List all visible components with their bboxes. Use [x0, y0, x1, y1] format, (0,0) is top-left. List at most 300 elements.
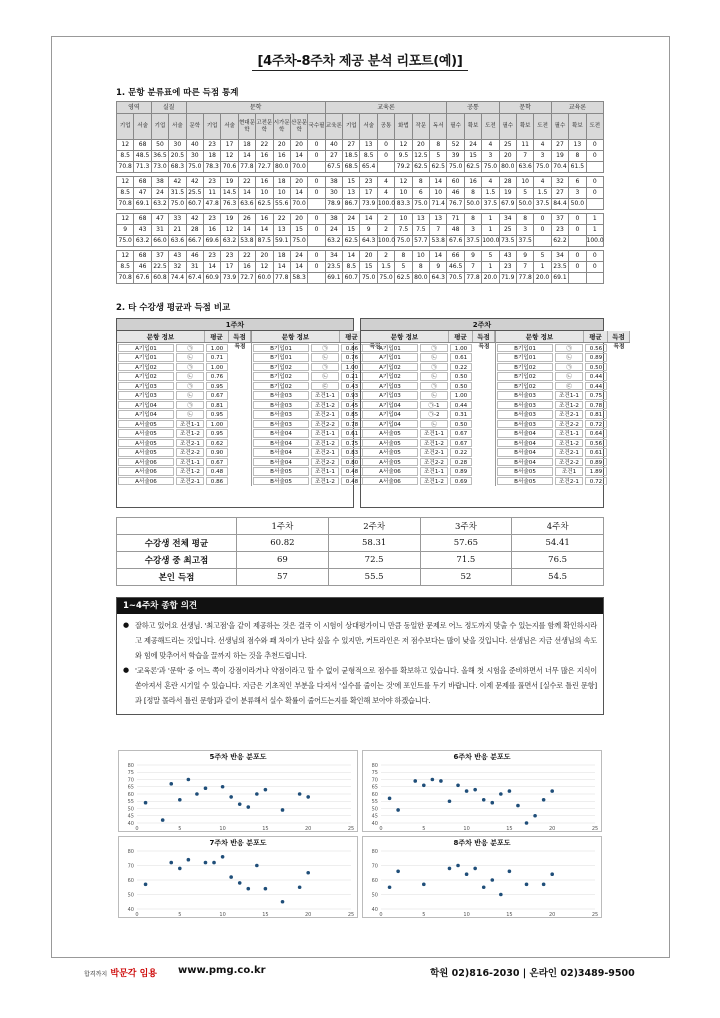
compare-cell: 0.90 — [206, 448, 228, 457]
table1-cell: 24 — [325, 225, 342, 236]
summary-week-header: 3주차 — [420, 518, 512, 535]
score-mark — [473, 476, 495, 486]
compare-cell: 0.31 — [450, 410, 472, 419]
table1-cell: 12 — [221, 225, 238, 236]
table1-cell: 16 — [256, 214, 273, 225]
score-mark — [608, 429, 630, 439]
compare-cell: B기입01 — [253, 344, 309, 353]
table1-cell: 74.4 — [169, 273, 186, 284]
table1-cell — [569, 236, 586, 247]
table1-cell: 71.3 — [134, 162, 151, 173]
compare-cell: 조건1-2 — [420, 439, 448, 448]
compare-cell: ㉡ — [555, 372, 583, 381]
table1-cell: 16 — [464, 177, 481, 188]
scatter-point — [246, 805, 250, 809]
summary-value: 60.82 — [237, 535, 329, 552]
table1-cell: 62.2 — [551, 236, 568, 247]
table1-cell: 10 — [430, 188, 447, 199]
table1-cell: 23.5 — [551, 262, 568, 273]
compare-cell: ㉡ — [420, 420, 448, 429]
table1-cell: 12 — [117, 177, 134, 188]
scatter-point — [187, 858, 191, 862]
x-tick-label: 10 — [463, 826, 470, 832]
score-mark — [229, 429, 251, 439]
compare-cell: A기입03 — [118, 382, 174, 391]
scatter-point — [221, 785, 225, 789]
compare-cell: 0.56 — [585, 439, 607, 448]
score-mark — [229, 353, 251, 363]
table1-column-header: 산문문학 — [290, 114, 307, 140]
table1-cell: 32 — [551, 177, 568, 188]
table1-row — [117, 225, 604, 236]
compare-cell: 조건2-2 — [555, 420, 583, 429]
compare-cell: 조건1-1 — [176, 420, 204, 429]
y-tick-label: 65 — [371, 784, 378, 791]
table1-cell: 84.4 — [551, 199, 568, 210]
compare-row — [117, 362, 251, 372]
table1-cell: 0 — [569, 225, 586, 236]
table1-cell: 78.3 — [203, 162, 220, 173]
compare-block — [117, 331, 252, 486]
y-tick-label: 50 — [371, 806, 378, 813]
compare-row — [496, 429, 630, 439]
table1-cell: 23 — [203, 251, 220, 262]
y-tick-label: 50 — [127, 806, 134, 813]
table1-cell: 0 — [586, 251, 603, 262]
table1-cell: 9 — [117, 225, 134, 236]
table1-cell: 32 — [169, 262, 186, 273]
table1-cell: 8 — [395, 251, 412, 262]
table1-cell: 20 — [360, 251, 377, 262]
score-mark — [473, 467, 495, 477]
compare-cell: A기입01 — [362, 353, 418, 362]
footer-url[interactable]: www.pmg.co.kr — [178, 965, 266, 976]
footer-brand: 합격까지 박문각 임용 — [84, 969, 157, 979]
table1-cell: 9 — [430, 262, 447, 273]
compare-cell: B서술03 — [253, 391, 309, 400]
table1-cell: 70.4 — [551, 162, 568, 173]
footer-contact: 학원 02)816-2030 | 온라인 02)3489-9500 — [430, 968, 635, 979]
table1-cell: 75.0 — [377, 273, 394, 284]
table1-cell: 68 — [134, 251, 151, 262]
compare-cell: A기입01 — [118, 353, 174, 362]
x-tick-label: 10 — [219, 826, 226, 832]
compare-cell: A기입04 — [362, 401, 418, 410]
table1-cell: 60.0 — [256, 273, 273, 284]
table1-column-header: 필수 — [499, 114, 516, 140]
compare-cell: B서술03 — [497, 410, 553, 419]
table1-cell: 4 — [377, 177, 394, 188]
table1-cell: 13 — [430, 214, 447, 225]
compare-cell: 0.83 — [341, 448, 363, 457]
compare-row — [361, 476, 495, 486]
table1-cell: 75.0 — [290, 236, 307, 247]
compare-cell: A기입02 — [118, 363, 174, 372]
compare-cell: B기입01 — [253, 353, 309, 362]
score-mark — [229, 391, 251, 401]
y-tick-label: 60 — [371, 791, 378, 798]
compare-cell: 1.00 — [450, 391, 472, 400]
score-mark — [608, 467, 630, 477]
table1-cell: 100.0 — [586, 236, 603, 247]
compare-row — [496, 353, 630, 363]
compare-cell: 0.78 — [585, 401, 607, 410]
compare-cell: 0.61 — [341, 429, 363, 438]
table1-group-header: 교육론 — [325, 102, 447, 114]
y-tick-label: 40 — [371, 906, 378, 913]
summary-value: 57.65 — [420, 535, 512, 552]
compare-cell: B서술04 — [497, 448, 553, 457]
table1-cell: 60.8 — [151, 273, 168, 284]
compare-cell: 조건1-1 — [311, 429, 339, 438]
table1-cell: 5 — [482, 251, 499, 262]
compare-cell: ㉠ — [420, 344, 448, 353]
compare-cell: 조건2-2 — [555, 458, 583, 467]
compare-row — [117, 391, 251, 401]
compare-row — [496, 410, 630, 420]
table1-cell: 65.4 — [360, 162, 377, 173]
compare-cell: 0.61 — [585, 448, 607, 457]
table1-cell: 75.0 — [412, 199, 429, 210]
table1-cell: 75.0 — [482, 162, 499, 173]
compare-cell: 0.76 — [206, 372, 228, 381]
y-tick-label: 40 — [127, 820, 134, 827]
compare-cell: 0.78 — [341, 420, 363, 429]
table1-cell: 75.0 — [117, 236, 134, 247]
scatter-point — [448, 799, 452, 803]
y-tick-label: 75 — [371, 770, 378, 777]
compare-cell: 조건1-1 — [420, 429, 448, 438]
y-tick-label: 70 — [127, 777, 134, 784]
table1-cell: 20 — [273, 140, 290, 151]
compare-cell: ㉡ — [176, 391, 204, 400]
table1-cell: 0 — [534, 214, 551, 225]
score-mark — [608, 419, 630, 429]
table1-cell: 77.8 — [238, 162, 255, 173]
table1-cell: 1.5 — [482, 188, 499, 199]
table1-column-header: 기업 — [203, 114, 220, 140]
table1-cell: 53.8 — [238, 236, 255, 247]
score-mark — [473, 419, 495, 429]
table1-cell: 50.0 — [464, 199, 481, 210]
compare-block — [361, 331, 496, 486]
table1-cell: 46 — [447, 188, 464, 199]
compare-cell: 조건1-2 — [311, 477, 339, 486]
score-mark: 득점 — [613, 344, 625, 350]
table1-cell: 16 — [256, 151, 273, 162]
compare-cell: ㉢ — [555, 382, 583, 391]
table1-cell: 87.5 — [256, 236, 273, 247]
overall-opinion-box — [116, 597, 604, 715]
table1-cell: 47 — [151, 214, 168, 225]
compare-row — [496, 391, 630, 401]
compare-cell: ㉠ — [420, 382, 448, 391]
table1-cell: 67.4 — [186, 273, 203, 284]
table1-cell: 52 — [447, 140, 464, 151]
compare-cell: 0.50 — [450, 420, 472, 429]
table1-cell: 20 — [499, 151, 516, 162]
compare-row — [496, 457, 630, 467]
compare-cell: ㉡ — [420, 372, 448, 381]
week2-header: 2주차 — [361, 319, 603, 331]
scatter-point — [178, 867, 182, 871]
compare-cell: B서술04 — [253, 429, 309, 438]
table1-cell — [308, 199, 325, 210]
table1-cell: 72.7 — [256, 162, 273, 173]
table1-row — [117, 151, 604, 162]
table1-cell: 19 — [221, 214, 238, 225]
table1-cell: 9.5 — [395, 151, 412, 162]
table1-row — [117, 251, 604, 262]
table1-column-header: 독서 — [430, 114, 447, 140]
compare-cell: 0.85 — [341, 410, 363, 419]
table1-cell: 34 — [325, 251, 342, 262]
compare-cell: 조건2-2 — [311, 420, 339, 429]
table1-cell: 67.5 — [325, 162, 342, 173]
compare-cell: ㉠ — [555, 363, 583, 372]
compare-cell: 조건2-2 — [176, 448, 204, 457]
y-tick-label: 80 — [371, 762, 378, 769]
compare-cell: 1.00 — [206, 363, 228, 372]
scatter-point — [473, 867, 477, 871]
compare-row — [117, 467, 251, 477]
compare-cell: 0.67 — [450, 429, 472, 438]
summary-week-header: 2주차 — [328, 518, 420, 535]
compare-cell: 0.61 — [450, 353, 472, 362]
y-tick-label: 80 — [371, 848, 378, 855]
scatter-point — [161, 818, 165, 822]
compare-row — [117, 381, 251, 391]
table1-cell: 18 — [273, 251, 290, 262]
table1-row — [117, 199, 604, 210]
compare-row — [117, 438, 251, 448]
x-tick-label: 20 — [305, 826, 312, 832]
scatter-point — [550, 872, 554, 876]
table1-column-header: 국수필 — [308, 114, 325, 140]
table1-row — [117, 273, 604, 284]
table1-cell: 8 — [412, 177, 429, 188]
table1-cell: 70.5 — [447, 273, 464, 284]
table1-cell: 39 — [447, 151, 464, 162]
table1-cell: 23 — [360, 177, 377, 188]
table1-cell: 67.6 — [134, 273, 151, 284]
table1-cell: 19 — [551, 151, 568, 162]
table1-cell: 23 — [551, 225, 568, 236]
table1-cell: 18 — [203, 151, 220, 162]
compare-cell: 조건2-1 — [555, 448, 583, 457]
table1-cell: 63.6 — [516, 162, 533, 173]
scatter-point — [482, 885, 486, 889]
table1-cell: 42 — [169, 177, 186, 188]
y-tick-label: 70 — [371, 777, 378, 784]
table1-cell: 48.5 — [134, 151, 151, 162]
compare-block — [496, 331, 630, 486]
table1-column-header: 필수 — [551, 114, 568, 140]
table1-cell: 13 — [360, 140, 377, 151]
compare-cell: ㉢ — [311, 382, 339, 391]
table1-cell: 14 — [256, 225, 273, 236]
table1-column-header: 기업 — [343, 114, 360, 140]
table1-cell: 58.3 — [290, 273, 307, 284]
compare-cell: 0.44 — [585, 372, 607, 381]
compare-row — [496, 400, 630, 410]
table1-cell: 33 — [169, 214, 186, 225]
table1-cell: 46 — [134, 262, 151, 273]
x-tick-label: 0 — [379, 912, 383, 918]
scatter-point — [388, 797, 392, 801]
table1-cell: 9 — [516, 251, 533, 262]
table1-cell: 60 — [447, 177, 464, 188]
table1-cell: 30 — [325, 188, 342, 199]
summary-value: 52 — [420, 569, 512, 586]
compare-cell: B서술03 — [253, 420, 309, 429]
table1-cell: 13 — [412, 214, 429, 225]
table1-cell: 3 — [516, 225, 533, 236]
table1-cell: 57.7 — [412, 236, 429, 247]
compare-cell: 조건2-1 — [311, 410, 339, 419]
compare-cell: 0.64 — [585, 429, 607, 438]
week8-scatter-chart — [362, 836, 602, 918]
table1-cell: 28 — [499, 177, 516, 188]
compare-cell: ㉡ — [311, 353, 339, 362]
table1-cell: 15 — [360, 262, 377, 273]
compare-cell: A기입03 — [362, 391, 418, 400]
score-mark — [229, 476, 251, 486]
table1-cell: 60.9 — [203, 273, 220, 284]
table1-cell: 63.2 — [221, 236, 238, 247]
x-tick-label: 10 — [463, 912, 470, 918]
table1-cell: 0 — [377, 151, 394, 162]
table1-cell: 0 — [586, 262, 603, 273]
table1-cell: 14 — [238, 225, 255, 236]
compare-cell: ㉠ — [176, 382, 204, 391]
table1-cell: 7 — [464, 262, 481, 273]
compare-row — [496, 381, 630, 391]
compare-cell: B서술05 — [497, 467, 553, 476]
table1-cell: 86.7 — [343, 199, 360, 210]
col-header-avg: 평균 — [584, 331, 608, 342]
scatter-point — [456, 864, 460, 868]
scatter-point — [187, 778, 191, 782]
table1-cell: 10 — [256, 188, 273, 199]
compare-row — [361, 419, 495, 429]
table1-cell: 43 — [169, 251, 186, 262]
table1-cell: 59.1 — [273, 236, 290, 247]
report-title: [4주차-8주차 제공 분석 리포트(예)] — [0, 50, 720, 69]
compare-cell: 0.95 — [206, 382, 228, 391]
table1-cell: 12 — [256, 262, 273, 273]
scatter-point — [465, 789, 469, 793]
table1-cell: 43 — [134, 225, 151, 236]
table1-cell: 8 — [464, 214, 481, 225]
table1-cell: 63.6 — [169, 236, 186, 247]
table1-cell: 10 — [516, 177, 533, 188]
table1-cell: 36.5 — [151, 151, 168, 162]
table1-cell: 34 — [551, 251, 568, 262]
table1-column-header: 필수 — [447, 114, 464, 140]
scatter-point — [508, 789, 512, 793]
compare-cell: B서술04 — [253, 439, 309, 448]
table1-cell — [586, 199, 603, 210]
table1-cell: 75.0 — [169, 199, 186, 210]
scatter-point — [525, 883, 529, 887]
compare-cell: 0.89 — [585, 458, 607, 467]
table1-cell: 8 — [516, 214, 533, 225]
table1-cell: 24 — [464, 140, 481, 151]
compare-cell: B기입02 — [497, 363, 553, 372]
scatter-point — [456, 784, 460, 788]
table1-cell: 40 — [186, 140, 203, 151]
table1-cell: 27 — [551, 140, 568, 151]
score-mark — [473, 362, 495, 372]
table1-cell: 75.0 — [360, 273, 377, 284]
compare-cell: 0.56 — [585, 344, 607, 353]
col-header-avg: 평균 — [340, 331, 364, 342]
scatter-point — [465, 872, 469, 876]
score-mark — [473, 400, 495, 410]
compare-cell: A기입03 — [362, 382, 418, 391]
compare-row — [361, 353, 495, 363]
score-mark — [229, 448, 251, 458]
compare-cell: 0.95 — [206, 410, 228, 419]
table1-cell: 18.5 — [343, 151, 360, 162]
compare-cell: ㉠ — [555, 344, 583, 353]
table1-cell: 23 — [203, 177, 220, 188]
chart-plot — [363, 837, 603, 919]
table1-cell: 60.7 — [343, 273, 360, 284]
scatter-point — [144, 801, 148, 805]
table1-cell: 70.0 — [290, 162, 307, 173]
table1-row — [117, 214, 604, 225]
summary-value: 69 — [237, 552, 329, 569]
compare-cell: 0.71 — [206, 353, 228, 362]
table1-cell: 38 — [151, 177, 168, 188]
table1-cell: 23.5 — [325, 262, 342, 273]
table1-cell: 77.8 — [464, 273, 481, 284]
table1-cell: 17 — [221, 262, 238, 273]
compare-row — [361, 343, 495, 353]
table1-cell: 0 — [308, 251, 325, 262]
col-header-score: 득점 — [473, 331, 495, 342]
table1-cell: 8 — [569, 151, 586, 162]
summary-week-header: 1주차 — [237, 518, 329, 535]
table1-cell: 12 — [117, 251, 134, 262]
compare-cell: B서술03 — [253, 401, 309, 410]
score-stats-table — [116, 101, 604, 284]
table1-cell: 15 — [343, 177, 360, 188]
table1-cell: 75.0 — [534, 162, 551, 173]
table1-cell: 11 — [516, 140, 533, 151]
table1-cell: 73.9 — [360, 199, 377, 210]
x-tick-label: 15 — [262, 912, 269, 918]
table1-cell: 37.5 — [516, 236, 533, 247]
table1-cell: 78.9 — [325, 199, 342, 210]
compare-cell: 0.75 — [341, 439, 363, 448]
table1-column-header: 작문 — [412, 114, 429, 140]
table1-cell: 16 — [273, 151, 290, 162]
compare-cell: 0.72 — [585, 477, 607, 486]
score-mark: 득점 — [478, 344, 490, 350]
table1-cell: 9 — [360, 225, 377, 236]
compare-cell: 1.89 — [585, 467, 607, 476]
x-tick-label: 15 — [506, 912, 513, 918]
compare-cell: A서술05 — [362, 458, 418, 467]
table1-cell: 4 — [534, 140, 551, 151]
table1-cell: 7 — [430, 225, 447, 236]
compare-cell: B기입01 — [497, 344, 553, 353]
x-tick-label: 10 — [219, 912, 226, 918]
compare-row — [361, 391, 495, 401]
